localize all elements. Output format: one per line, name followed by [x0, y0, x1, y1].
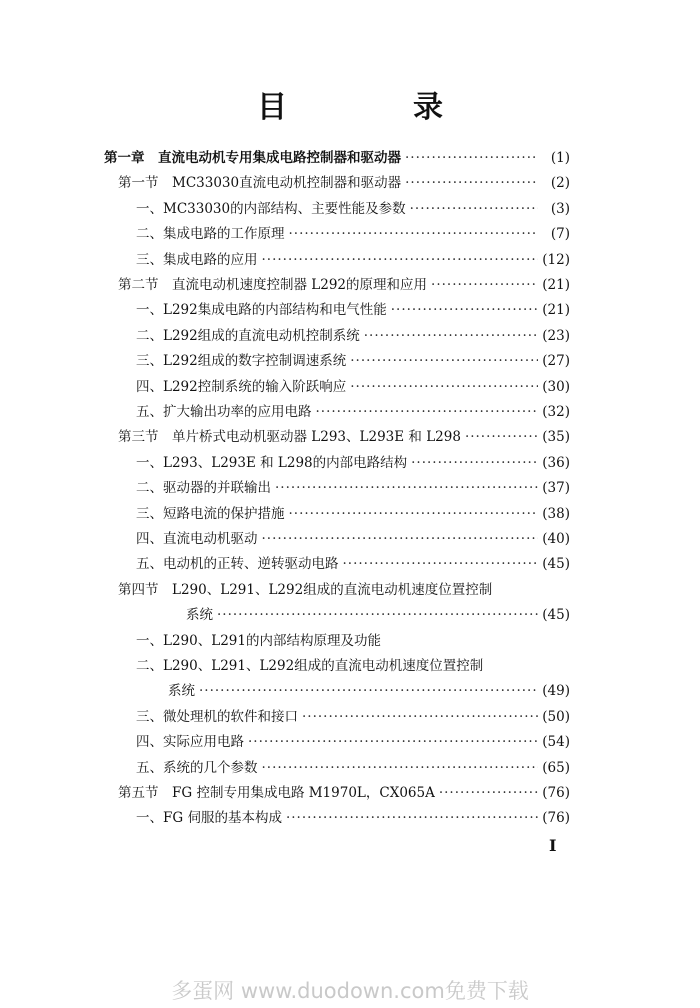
- toc-entry-page: (1): [550, 150, 570, 166]
- toc-entry: [118, 783, 570, 803]
- toc-entry-label: 三、集成电路的应用: [136, 251, 258, 268]
- leader-dots: [391, 300, 538, 320]
- toc-entry-label: 系统: [186, 607, 213, 624]
- toc-entry-page: (38): [542, 505, 570, 522]
- toc-entry: [118, 275, 570, 295]
- toc-entry-page: (49): [542, 683, 570, 700]
- leader-dots: [343, 554, 539, 574]
- toc-entry-label: 二、L292组成的直流电动机控制系统: [136, 327, 360, 344]
- toc-entry: [136, 758, 570, 778]
- toc-entry-page: (37): [542, 480, 570, 497]
- toc-entry: [118, 173, 570, 193]
- leader-dots: [364, 326, 538, 346]
- toc-entry-page: (27): [542, 353, 570, 370]
- leader-dots: [275, 478, 538, 498]
- toc-entry-label: 第二节 直流电动机速度控制器 L292的原理和应用: [118, 277, 428, 293]
- leader-dots: [262, 758, 539, 778]
- toc-entry: [136, 199, 570, 219]
- toc-entry-page: (30): [542, 378, 570, 395]
- toc-entry: [136, 631, 570, 651]
- toc-entry: [136, 377, 570, 397]
- toc-entry-label: 第一节 MC33030直流电动机控制器和驱动器: [118, 175, 402, 192]
- toc-entry: [136, 808, 570, 828]
- toc-entry-label: 三、L292组成的数字控制调速系统: [136, 353, 347, 370]
- toc-entry-page: (35): [542, 429, 570, 446]
- toc-entry-label: 二、集成电路的工作原理: [136, 226, 285, 243]
- toc-entry: [136, 300, 570, 320]
- leader-dots: [289, 224, 539, 244]
- toc-entry: [136, 326, 570, 346]
- toc-entry: [136, 250, 570, 270]
- leader-dots: [431, 275, 538, 295]
- leader-dots: [302, 707, 538, 727]
- leader-dots: [350, 351, 538, 371]
- toc-entry-page: (45): [542, 556, 570, 573]
- toc-entry: [136, 554, 570, 574]
- leader-dots: [350, 377, 538, 397]
- leader-dots: [465, 427, 538, 447]
- leader-dots: [262, 250, 539, 270]
- toc-entry-label: 一、L290、L291的内部结构原理及功能: [136, 632, 381, 649]
- toc-entry: [136, 453, 570, 473]
- toc-entry-page: (76): [542, 810, 570, 827]
- leader-dots: [410, 199, 538, 219]
- toc-entry-page: (32): [542, 404, 570, 420]
- toc-entry-page: (50): [542, 708, 570, 725]
- leader-dots: [217, 605, 538, 625]
- leader-dots: [316, 402, 539, 422]
- toc-entry-page: (65): [542, 759, 570, 776]
- toc-entry: [136, 504, 570, 524]
- toc-entry: [136, 529, 570, 549]
- leader-dots: [405, 148, 538, 168]
- leader-dots: [286, 808, 538, 828]
- toc-entry-label: 四、实际应用电路: [136, 734, 244, 751]
- toc-entry-label: 二、驱动器的并联输出: [136, 480, 271, 497]
- toc-entry-page: (2): [550, 175, 570, 192]
- page-title: 目 录: [257, 90, 491, 125]
- toc-entry: [118, 580, 570, 600]
- toc-entry-page: (21): [542, 277, 570, 293]
- toc-entry-page: (23): [542, 327, 570, 344]
- toc-entry-page: (36): [542, 454, 570, 471]
- toc-entry-page: (3): [550, 200, 570, 217]
- toc-entry-page: (45): [542, 607, 570, 624]
- toc-entry-page: (54): [542, 734, 570, 751]
- toc-entry-label: 三、微处理机的软件和接口: [136, 708, 298, 725]
- leader-dots: [289, 504, 539, 524]
- toc-entry-label: 二、L290、L291、L292组成的直流电动机速度位置控制: [136, 658, 484, 674]
- toc-entry: [136, 732, 570, 752]
- leader-dots: [248, 732, 538, 752]
- toc-entry: [136, 351, 570, 371]
- toc-entry-label: 系统: [168, 683, 195, 700]
- toc-entry: [136, 224, 570, 244]
- toc-entry: [186, 605, 570, 625]
- toc-entry-label: 一、FG 伺服的基本构成: [136, 810, 282, 827]
- toc-entry-page: (76): [542, 785, 570, 801]
- toc-entry-label: 三、短路电流的保护措施: [136, 505, 285, 522]
- leader-dots: [411, 453, 538, 473]
- toc-entry: [104, 148, 570, 168]
- leader-dots: [262, 529, 539, 549]
- page-number: I: [549, 836, 557, 855]
- toc-entry-label: 第一章 直流电动机专用集成电路控制器和驱动器: [104, 150, 401, 166]
- toc-entry: [136, 656, 570, 676]
- toc-entry-label: 四、直流电动机驱动: [136, 531, 258, 547]
- watermark: 多蛋网 www.duodown.com免费下载: [171, 979, 529, 1003]
- toc-entry-label: 一、MC33030的内部结构、主要性能及参数: [136, 200, 406, 217]
- toc-entry-page: (12): [542, 251, 570, 268]
- toc-entry-label: 一、L293、L293E 和 L298的内部电路结构: [136, 454, 408, 471]
- toc-entry-label: 第五节 FG 控制专用集成电路 M1970L，CX065A: [118, 785, 435, 801]
- toc-entry: [136, 402, 570, 422]
- toc-entry-label: 四、L292控制系统的输入阶跃响应: [136, 378, 347, 395]
- toc-entry: [136, 478, 570, 498]
- toc-entry: [136, 707, 570, 727]
- toc-entry-page: (7): [550, 226, 570, 243]
- toc-entry-page: (40): [542, 531, 570, 547]
- leader-dots: [439, 783, 538, 803]
- toc-entry-label: 五、电动机的正转、逆转驱动电路: [136, 556, 339, 573]
- toc-entry: [118, 427, 570, 447]
- toc-entry-label: 第四节 L290、L291、L292组成的直流电动机速度位置控制: [118, 581, 493, 598]
- toc-entry-label: 五、系统的几个参数: [136, 759, 258, 776]
- toc-entry-label: 第三节 单片桥式电动机驱动器 L293、L293E 和 L298: [118, 429, 461, 446]
- leader-dots: [405, 173, 538, 193]
- toc-entry-label: 一、L292集成电路的内部结构和电气性能: [136, 302, 387, 319]
- leader-dots: [199, 681, 538, 701]
- toc-entry: [168, 681, 570, 701]
- toc-entry-page: (21): [542, 302, 570, 319]
- toc-entry-label: 五、扩大输出功率的应用电路: [136, 404, 312, 420]
